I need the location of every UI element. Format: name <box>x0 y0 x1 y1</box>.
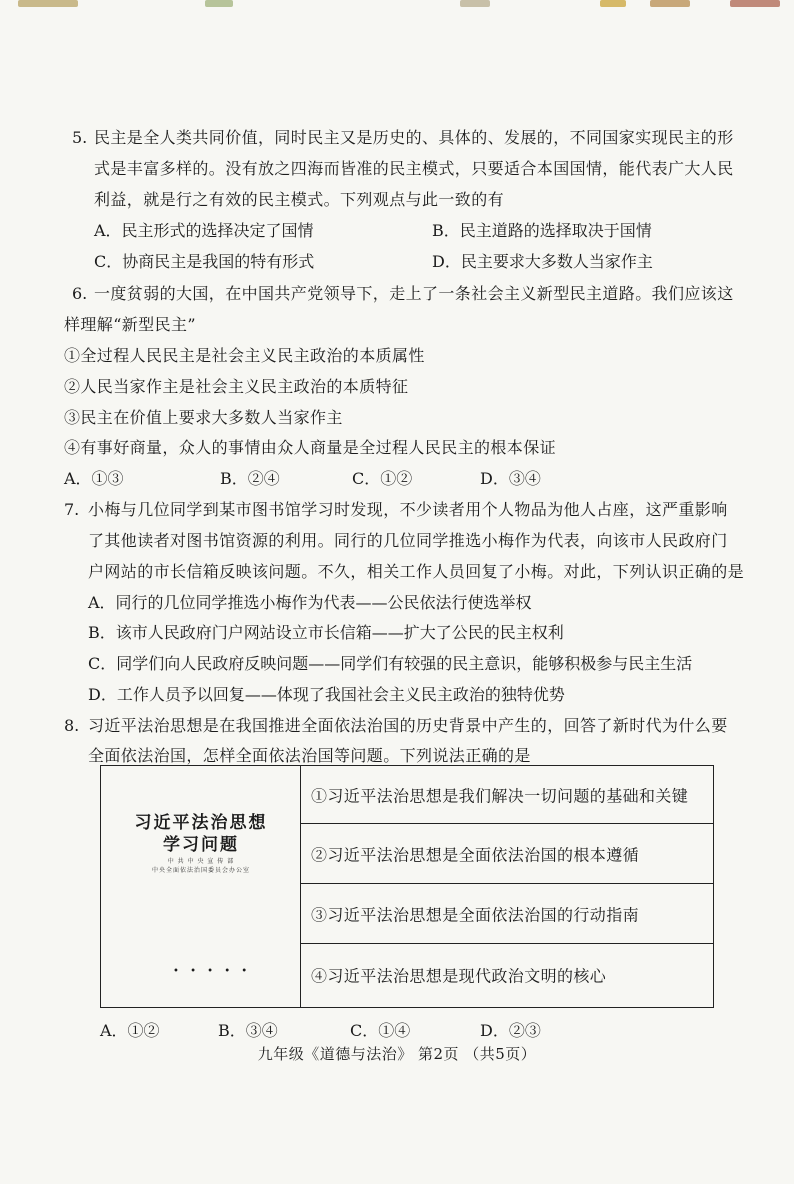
question-8-figure-table <box>100 765 714 1008</box>
question-6-statement: ①全过程人民民主是社会主义民主政治的本质属性 <box>64 346 425 365</box>
question-5-text-line: 利益，就是行之有效的民主模式。下列观点与此一致的有 <box>94 190 505 209</box>
question-7-option-b: B．该市人民政府门户网站设立市长信箱——扩大了公民的民主权利 <box>88 623 564 642</box>
question-7-number: 7. <box>64 500 80 519</box>
question-5-option-d: D．民主要求大多数人当家作主 <box>432 252 653 271</box>
question-6-option-a: A．①③ <box>64 469 124 488</box>
question-6-statement: ③民主在价值上要求大多数人当家作主 <box>64 408 343 427</box>
question-8-option-d: D．②③ <box>480 1021 541 1040</box>
question-6-text-line: 样理解“新型民主” <box>64 315 196 334</box>
question-6-option-c: C．①② <box>352 469 413 488</box>
question-8-statement: ③习近平法治思想是全面依法治国的行动指南 <box>311 905 640 924</box>
question-6-number: 6. <box>72 284 88 303</box>
question-5-text-line: 式是丰富多样的。没有放之四海而皆准的民主模式，只要适合本国国情，能代表广大人民 <box>94 159 734 178</box>
question-8-statement: ①习近平法治思想是我们解决一切问题的基础和关键 <box>311 786 689 805</box>
question-8-text-line: 全面依法治国，怎样全面依法治国等问题。下列说法正确的是 <box>88 746 531 765</box>
statement-row <box>301 884 713 944</box>
question-7-text-line: 了其他读者对图书馆资源的利用。同行的几位同学推选小梅作为代表，向该市人民政府门 <box>88 531 728 550</box>
question-7-option-c: C．同学们向人民政府反映问题——同学们有较强的民主意识，能够积极参与民主生活 <box>88 654 693 673</box>
book-dots: • • • • • <box>173 966 252 977</box>
book-publisher: 中 共 中 央 宣 传 部 <box>167 858 235 865</box>
question-8-text-line: 习近平法治思想是在我国推进全面依法治国的历史背景中产生的，回答了新时代为什么要 <box>88 716 728 735</box>
question-7-text-line: 小梅与几位同学到某市图书馆学习时发现，不少读者用个人物品为他人占座，这严重影响 <box>88 500 728 519</box>
question-8-statement: ④习近平法治思想是现代政治文明的核心 <box>311 966 607 986</box>
question-8-number: 8. <box>64 716 80 735</box>
question-8-option-b: B．③④ <box>218 1021 278 1040</box>
question-7-text-line: 户网站的市长信箱反映该问题。不久，相关工作人员回复了小梅。对此，下列认识正确的是 <box>88 562 745 581</box>
book-publisher: 中央全面依法治国委员会办公室 <box>151 867 250 874</box>
statement-row <box>301 824 713 884</box>
question-5-text-line: 民主是全人类共同价值，同时民主又是历史的、具体的、发展的，不同国家实现民主的形 <box>94 128 734 147</box>
question-5-number: 5. <box>72 128 88 147</box>
question-6-option-d: D．③④ <box>480 469 541 488</box>
question-5-option-b: B．民主道路的选择取决于国情 <box>432 221 652 240</box>
book-subtitle: 学习问题 <box>163 835 239 855</box>
question-6-text-line: 一度贫弱的大国，在中国共产党领导下，走上了一条社会主义新型民主道路。我们应该这 <box>94 284 734 303</box>
question-8-option-a: A．①② <box>100 1021 160 1040</box>
question-6-option-b: B．②④ <box>220 469 280 488</box>
statement-row <box>301 944 713 1006</box>
book-title: 习近平法治思想 <box>134 813 268 833</box>
question-5-option-a: A．民主形式的选择决定了国情 <box>94 221 314 240</box>
question-7-option-a: A．同行的几位同学推选小梅作为代表——公民依法行使选举权 <box>88 593 532 612</box>
question-6-statement: ④有事好商量，众人的事情由众人商量是全过程人民民主的根本保证 <box>64 438 557 457</box>
question-7-option-d: D．工作人员予以回复——体现了我国社会主义民主政治的独特优势 <box>88 685 565 704</box>
book-cover <box>101 766 301 1007</box>
question-8-statement: ②习近平法治思想是全面依法治国的根本遵循 <box>311 845 640 864</box>
question-6-statement: ②人民当家作主是社会主义民主政治的本质特征 <box>64 377 409 396</box>
page-footer: 九年级《道德与法治》 第2页 （共5页） <box>257 1045 537 1063</box>
statement-row <box>301 766 713 824</box>
question-5-option-c: C．协商民主是我国的特有形式 <box>94 252 315 271</box>
question-8-option-c: C．①④ <box>350 1021 411 1040</box>
